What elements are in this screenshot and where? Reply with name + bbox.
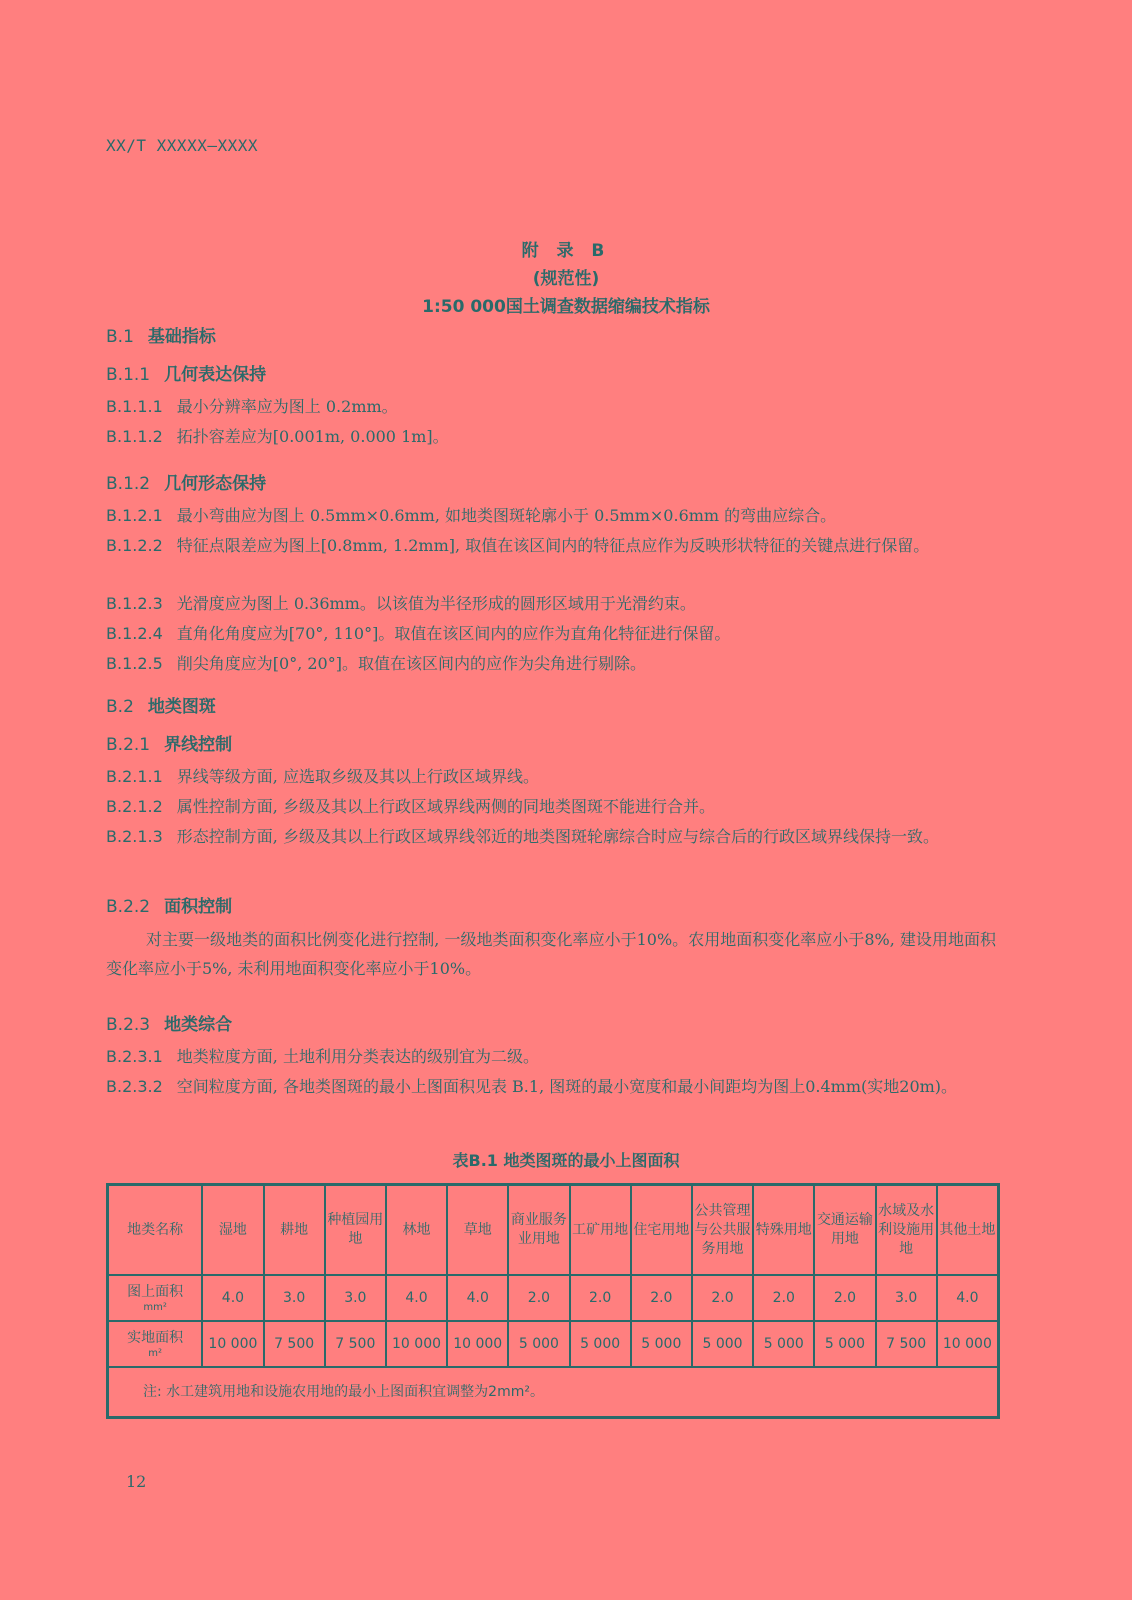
table-row-real-area — [108, 1321, 999, 1367]
row-label-main: 图上面积 — [127, 1283, 184, 1300]
clause-b213 — [106, 822, 996, 851]
header-cell: 住宅用地 — [631, 1185, 692, 1276]
heading-number: B.2 — [106, 697, 134, 717]
heading-text: 几何形态保持 — [164, 474, 267, 494]
clause-b112 — [106, 422, 996, 451]
clause-text: 界线等级方面, 应选取乡级及其以上行政区域界线。 — [176, 767, 539, 786]
clause-text: 形态控制方面, 乡级及其以上行政区域界线邻近的地类图斑轮廓综合时应与综合后的行政区域界线保持一致。 — [176, 827, 939, 846]
table-cell: 10 000 — [447, 1321, 508, 1367]
table-cell: 2.0 — [508, 1275, 569, 1321]
clause-text: 地类粒度方面, 土地利用分类表达的级别宜为二级。 — [176, 1047, 539, 1066]
table-cell: 4.0 — [386, 1275, 447, 1321]
heading-b2 — [106, 692, 216, 717]
clause-text: 空间粒度方面, 各地类图斑的最小上图面积见表 B.1, 图斑的最小宽度和最小间距均为图上0.4mm(实地20m)。 — [176, 1077, 958, 1096]
table-cell: 2.0 — [814, 1275, 875, 1321]
clause-number: B.2.1.3 — [106, 827, 163, 846]
heading-b1 — [106, 322, 216, 347]
header-cell: 工矿用地 — [570, 1185, 631, 1276]
header-cell: 湿地 — [202, 1185, 263, 1276]
table-cell: 3.0 — [325, 1275, 386, 1321]
table-caption: 表B.1 地类图斑的最小上图面积 — [452, 1151, 680, 1170]
heading-text: 基础指标 — [147, 327, 216, 347]
table-cell: 5 000 — [631, 1321, 692, 1367]
header-cell: 商业服务业用地 — [508, 1185, 569, 1276]
header-cell: 特殊用地 — [753, 1185, 814, 1276]
table-cell: 5 000 — [570, 1321, 631, 1367]
clause-text: 拓扑容差应为[0.001m, 0.000 1m]。 — [176, 427, 449, 446]
table-cell: 7 500 — [264, 1321, 325, 1367]
header-cell: 水域及水利设施用地 — [876, 1185, 937, 1276]
row-label-unit: m² — [148, 1347, 163, 1359]
heading-number: B.2.3 — [106, 1015, 151, 1035]
table-cell: 10 000 — [937, 1321, 999, 1367]
table-cell: 10 000 — [386, 1321, 447, 1367]
header-cell: 其他土地 — [937, 1185, 999, 1276]
row-label — [108, 1275, 203, 1321]
table-cell: 7 500 — [876, 1321, 937, 1367]
clause-number: B.1.1.1 — [106, 397, 163, 416]
heading-text: 地类综合 — [164, 1015, 233, 1035]
clause-b124 — [106, 619, 996, 648]
clause-b122 — [106, 531, 996, 560]
heading-number: B.1.2 — [106, 474, 151, 494]
header-cell: 地类名称 — [108, 1185, 203, 1276]
heading-number: B.2.2 — [106, 897, 151, 917]
heading-number: B.1 — [106, 327, 134, 347]
header-cell: 草地 — [447, 1185, 508, 1276]
heading-text: 界线控制 — [164, 735, 233, 755]
header-cell: 交通运输用地 — [814, 1185, 875, 1276]
table-cell: 5 000 — [508, 1321, 569, 1367]
paragraph-b22: 对主要一级地类的面积比例变化进行控制, 一级地类面积变化率应小于10%。农用地面积变化率应小于8%, 建设用地面积变化率应小于5%, 未利用地面积变化率应小于10%。 — [106, 930, 996, 978]
header-cell: 林地 — [386, 1185, 447, 1276]
table-cell: 5 000 — [753, 1321, 814, 1367]
clause-b125 — [106, 649, 996, 678]
table-cell: 10 000 — [202, 1321, 263, 1367]
table-cell: 2.0 — [570, 1275, 631, 1321]
clause-number: B.2.3.1 — [106, 1047, 163, 1066]
clause-number: B.1.2.4 — [106, 624, 163, 643]
clause-text: 削尖角度应为[0°, 20°]。取值在该区间内的应作为尖角进行剔除。 — [176, 654, 646, 673]
heading-text: 面积控制 — [164, 897, 233, 917]
heading-b11 — [106, 360, 266, 385]
clause-number: B.1.1.2 — [106, 427, 163, 446]
heading-number: B.1.1 — [106, 365, 151, 385]
table-cell: 3.0 — [264, 1275, 325, 1321]
clause-b123 — [106, 589, 996, 618]
table-cell: 3.0 — [876, 1275, 937, 1321]
table-cell: 4.0 — [202, 1275, 263, 1321]
clause-number: B.1.2.5 — [106, 654, 163, 673]
header-cell: 公共管理与公共服务用地 — [692, 1185, 753, 1276]
clause-b232 — [106, 1072, 996, 1101]
table-cell: 5 000 — [692, 1321, 753, 1367]
table-note: 注: 水工建筑用地和设施农用地的最小上图面积宜调整为2mm²。 — [108, 1367, 999, 1418]
clause-number: B.1.2.3 — [106, 594, 163, 613]
heading-text: 几何表达保持 — [164, 365, 267, 385]
appendix-type: (规范性) — [532, 269, 600, 289]
clause-text: 光滑度应为图上 0.36mm。以该值为半径形成的圆形区域用于光滑约束。 — [176, 594, 696, 613]
heading-b12 — [106, 469, 266, 494]
table-cell: 4.0 — [447, 1275, 508, 1321]
heading-b23 — [106, 1010, 232, 1035]
table-row-map-area — [108, 1275, 999, 1321]
clause-text: 属性控制方面, 乡级及其以上行政区域界线两侧的同地类图斑不能进行合并。 — [176, 797, 715, 816]
heading-number: B.2.1 — [106, 735, 151, 755]
table-header-row — [108, 1185, 999, 1276]
heading-b22 — [106, 892, 232, 917]
standard-code: XX/T XXXXX—XXXX — [106, 136, 258, 155]
table-note-row — [108, 1367, 999, 1418]
clause-b211 — [106, 762, 996, 791]
table-cell: 4.0 — [937, 1275, 999, 1321]
clause-text: 最小分辨率应为图上 0.2mm。 — [176, 397, 398, 416]
clause-b111 — [106, 392, 996, 421]
clause-number: B.1.2.1 — [106, 506, 163, 525]
clause-text: 直角化角度应为[70°, 110°]。取值在该区间内的应作为直角化特征进行保留。 — [176, 624, 731, 643]
clause-text: 特征点限差应为图上[0.8mm, 1.2mm], 取值在该区间内的特征点应作为反映形状特征的关键点进行保留。 — [176, 536, 930, 555]
min-area-table — [106, 1183, 1000, 1419]
clause-text: 最小弯曲应为图上 0.5mm×0.6mm, 如地类图斑轮廓小于 0.5mm×0.6mm 的弯曲应综合。 — [176, 506, 837, 525]
clause-number: B.2.3.2 — [106, 1077, 163, 1096]
table-cell: 2.0 — [631, 1275, 692, 1321]
table-cell: 5 000 — [814, 1321, 875, 1367]
header-cell: 种植园用地 — [325, 1185, 386, 1276]
table-cell: 2.0 — [692, 1275, 753, 1321]
row-label-unit: mm² — [143, 1301, 167, 1313]
clause-b121 — [106, 501, 996, 530]
table-cell: 2.0 — [753, 1275, 814, 1321]
clause-number: B.2.1.1 — [106, 767, 163, 786]
page-number: 12 — [126, 1472, 147, 1491]
clause-number: B.2.1.2 — [106, 797, 163, 816]
heading-b21 — [106, 730, 232, 755]
clause-number: B.1.2.2 — [106, 536, 163, 555]
heading-text: 地类图斑 — [147, 697, 216, 717]
appendix-subject: 1:50 000国土调查数据缩编技术指标 — [422, 297, 710, 317]
row-label — [108, 1321, 203, 1367]
clause-b231 — [106, 1042, 996, 1071]
clause-b212 — [106, 792, 996, 821]
header-cell: 耕地 — [264, 1185, 325, 1276]
row-label-main: 实地面积 — [127, 1329, 184, 1346]
table-cell: 7 500 — [325, 1321, 386, 1367]
appendix-title: 附 录 B — [521, 241, 611, 261]
